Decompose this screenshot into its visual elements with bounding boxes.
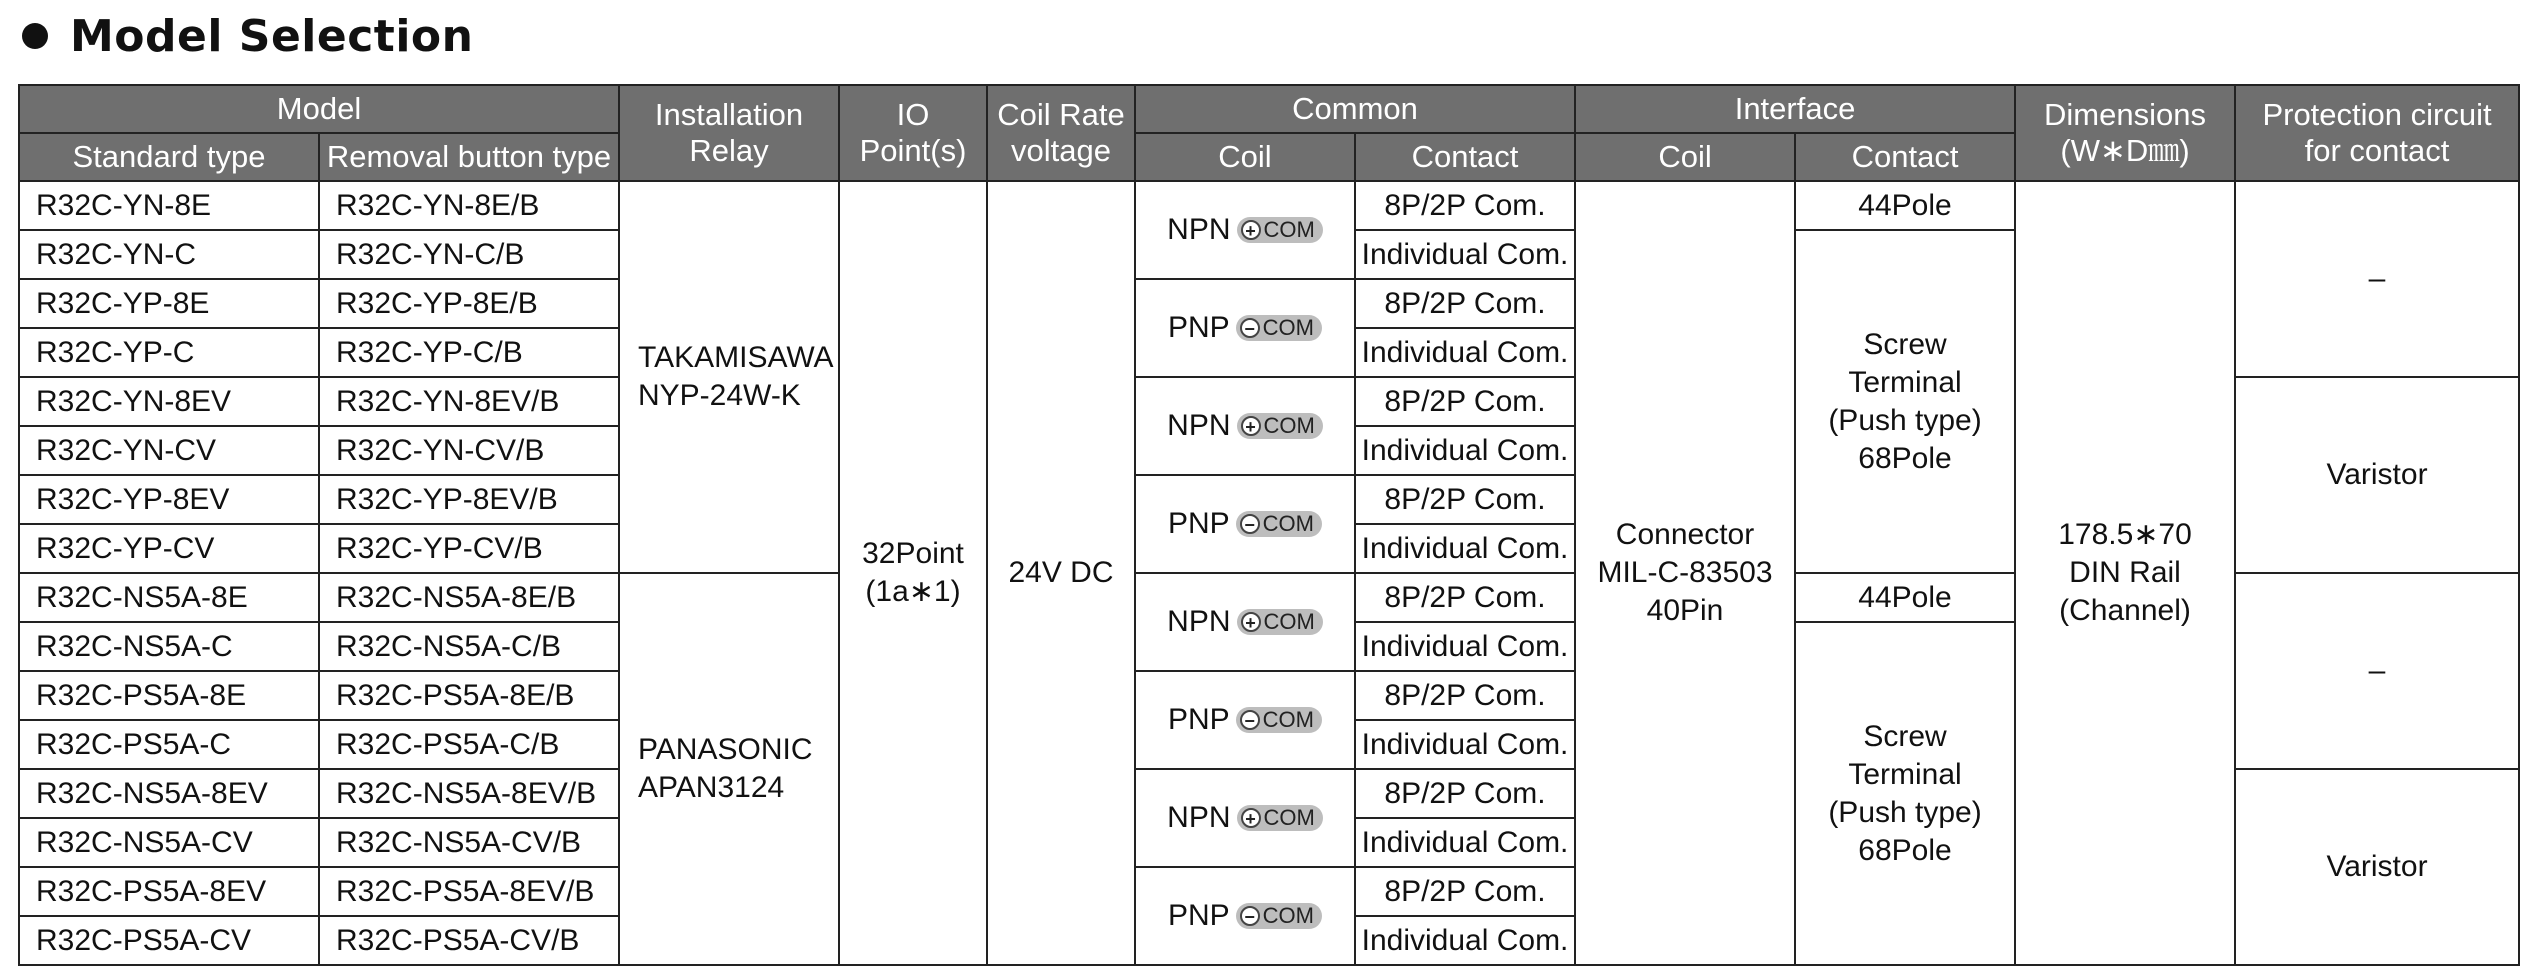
removal-type-cell: R32C-NS5A-CV/B bbox=[319, 818, 619, 867]
removal-type-cell: R32C-PS5A-CV/B bbox=[319, 916, 619, 965]
protection-none-cell: – bbox=[2235, 181, 2519, 377]
standard-type-cell: R32C-YP-8EV bbox=[19, 475, 319, 524]
standard-type-cell: R32C-PS5A-8E bbox=[19, 671, 319, 720]
common-contact-cell: 8P/2P Com. bbox=[1355, 867, 1575, 916]
minus-com-icon: − COM bbox=[1236, 511, 1322, 537]
header-interface-coil: Coil bbox=[1575, 133, 1795, 181]
protection-varistor-cell: Varistor bbox=[2235, 769, 2519, 965]
common-contact-cell: 8P/2P Com. bbox=[1355, 573, 1575, 622]
header-model: Model bbox=[19, 85, 619, 133]
header-common-contact: Contact bbox=[1355, 133, 1575, 181]
plus-com-icon: + COM bbox=[1237, 217, 1323, 243]
model-selection-table bbox=[18, 84, 2520, 966]
standard-type-cell: R32C-NS5A-CV bbox=[19, 818, 319, 867]
interface-contact-44pole: 44Pole bbox=[1795, 181, 2015, 230]
common-contact-cell: 8P/2P Com. bbox=[1355, 475, 1575, 524]
interface-contact-screw: Screw Terminal (Push type) 68Pole bbox=[1795, 622, 2015, 965]
standard-type-cell: R32C-NS5A-C bbox=[19, 622, 319, 671]
table-header bbox=[19, 85, 2519, 181]
removal-type-cell: R32C-YP-8E/B bbox=[319, 279, 619, 328]
interface-contact-44pole: 44Pole bbox=[1795, 573, 2015, 622]
common-contact-cell: Individual Com. bbox=[1355, 916, 1575, 965]
table-body bbox=[19, 181, 2519, 965]
standard-type-cell: R32C-YP-8E bbox=[19, 279, 319, 328]
standard-type-cell: R32C-NS5A-8EV bbox=[19, 769, 319, 818]
relay-cell: TAKAMISAWA NYP-24W-K bbox=[619, 181, 839, 573]
standard-type-cell: R32C-YN-C bbox=[19, 230, 319, 279]
io-points-cell: 32Point (1a∗1) bbox=[839, 181, 987, 965]
header-io-points: IO Point(s) bbox=[839, 85, 987, 181]
common-contact-cell: Individual Com. bbox=[1355, 328, 1575, 377]
removal-type-cell: R32C-YP-CV/B bbox=[319, 524, 619, 573]
standard-type-cell: R32C-YN-CV bbox=[19, 426, 319, 475]
header-interface-contact: Contact bbox=[1795, 133, 2015, 181]
standard-type-cell: R32C-YN-8E bbox=[19, 181, 319, 230]
removal-type-cell: R32C-PS5A-8EV/B bbox=[319, 867, 619, 916]
interface-contact-screw: Screw Terminal (Push type) 68Pole bbox=[1795, 230, 2015, 573]
common-coil-cell: PNP − COM bbox=[1135, 671, 1355, 769]
common-contact-cell: Individual Com. bbox=[1355, 720, 1575, 769]
page-title: Model Selection bbox=[70, 10, 474, 62]
header-protection-circuit: Protection circuit for contact bbox=[2235, 85, 2519, 181]
header-installation-relay: Installation Relay bbox=[619, 85, 839, 181]
dimensions-cell: 178.5∗70 DIN Rail (Channel) bbox=[2015, 181, 2235, 965]
removal-type-cell: R32C-PS5A-8E/B bbox=[319, 671, 619, 720]
minus-com-icon: − COM bbox=[1236, 903, 1322, 929]
common-contact-cell: 8P/2P Com. bbox=[1355, 181, 1575, 230]
protection-varistor-cell: Varistor bbox=[2235, 377, 2519, 573]
removal-type-cell: R32C-YP-8EV/B bbox=[319, 475, 619, 524]
common-contact-cell: 8P/2P Com. bbox=[1355, 769, 1575, 818]
standard-type-cell: R32C-YP-C bbox=[19, 328, 319, 377]
bullet-icon bbox=[22, 23, 48, 49]
standard-type-cell: R32C-YN-8EV bbox=[19, 377, 319, 426]
common-coil-cell: PNP − COM bbox=[1135, 475, 1355, 573]
common-contact-cell: 8P/2P Com. bbox=[1355, 279, 1575, 328]
removal-type-cell: R32C-YN-CV/B bbox=[319, 426, 619, 475]
minus-com-icon: − COM bbox=[1236, 707, 1322, 733]
removal-type-cell: R32C-PS5A-C/B bbox=[319, 720, 619, 769]
plus-com-icon: + COM bbox=[1237, 413, 1323, 439]
common-contact-cell: 8P/2P Com. bbox=[1355, 377, 1575, 426]
standard-type-cell: R32C-PS5A-8EV bbox=[19, 867, 319, 916]
common-contact-cell: Individual Com. bbox=[1355, 230, 1575, 279]
common-coil-cell: NPN + COM bbox=[1135, 181, 1355, 279]
coil-voltage-cell: 24V DC bbox=[987, 181, 1135, 965]
relay-cell: PANASONIC APAN3124 bbox=[619, 573, 839, 965]
interface-coil-cell: Connector MIL-C-83503 40Pin bbox=[1575, 181, 1795, 965]
header-dimensions: Dimensions (W∗D㎜) bbox=[2015, 85, 2235, 181]
common-coil-cell: NPN + COM bbox=[1135, 573, 1355, 671]
common-contact-cell: Individual Com. bbox=[1355, 426, 1575, 475]
common-contact-cell: Individual Com. bbox=[1355, 818, 1575, 867]
common-contact-cell: Individual Com. bbox=[1355, 622, 1575, 671]
removal-type-cell: R32C-NS5A-8EV/B bbox=[319, 769, 619, 818]
header-removal-button-type: Removal button type bbox=[319, 133, 619, 181]
removal-type-cell: R32C-NS5A-8E/B bbox=[319, 573, 619, 622]
standard-type-cell: R32C-PS5A-C bbox=[19, 720, 319, 769]
common-coil-cell: NPN + COM bbox=[1135, 377, 1355, 475]
removal-type-cell: R32C-NS5A-C/B bbox=[319, 622, 619, 671]
header-interface: Interface bbox=[1575, 85, 2015, 133]
common-contact-cell: Individual Com. bbox=[1355, 524, 1575, 573]
standard-type-cell: R32C-NS5A-8E bbox=[19, 573, 319, 622]
common-contact-cell: 8P/2P Com. bbox=[1355, 671, 1575, 720]
section-heading bbox=[22, 2, 473, 70]
plus-com-icon: + COM bbox=[1237, 805, 1323, 831]
common-coil-cell: PNP − COM bbox=[1135, 279, 1355, 377]
common-coil-cell: PNP − COM bbox=[1135, 867, 1355, 965]
removal-type-cell: R32C-YN-C/B bbox=[319, 230, 619, 279]
minus-com-icon: − COM bbox=[1236, 315, 1322, 341]
header-coil-rate-voltage: Coil Rate voltage bbox=[987, 85, 1135, 181]
header-common: Common bbox=[1135, 85, 1575, 133]
standard-type-cell: R32C-YP-CV bbox=[19, 524, 319, 573]
removal-type-cell: R32C-YN-8E/B bbox=[319, 181, 619, 230]
common-coil-cell: NPN + COM bbox=[1135, 769, 1355, 867]
standard-type-cell: R32C-PS5A-CV bbox=[19, 916, 319, 965]
removal-type-cell: R32C-YN-8EV/B bbox=[319, 377, 619, 426]
table-row bbox=[19, 181, 2519, 230]
header-common-coil: Coil bbox=[1135, 133, 1355, 181]
removal-type-cell: R32C-YP-C/B bbox=[319, 328, 619, 377]
header-standard-type: Standard type bbox=[19, 133, 319, 181]
protection-none-cell: – bbox=[2235, 573, 2519, 769]
plus-com-icon: + COM bbox=[1237, 609, 1323, 635]
